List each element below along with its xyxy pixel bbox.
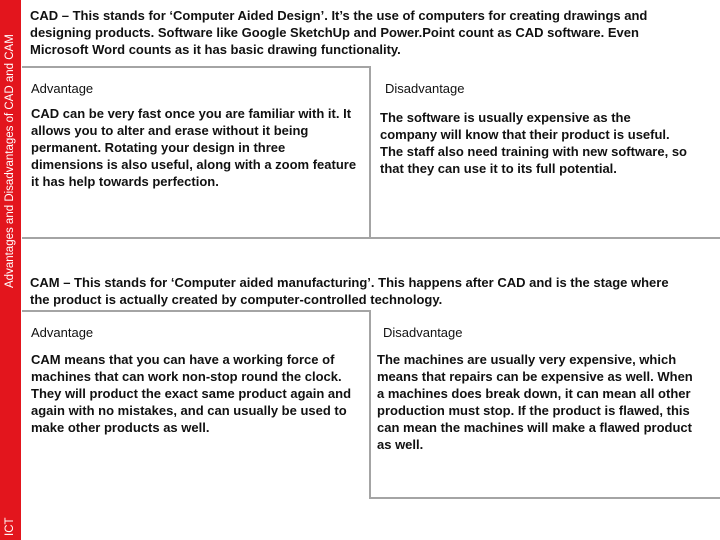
cam-intro: CAM – This stands for ‘Computer aided manufacturing’. This happens after CAD and is the stage where the product is actually created by computer-controlled technology. [30, 275, 669, 307]
cad-disadvantage-text: The software is usually expensive as the company will know that their product is useful. The staff also need training with new software, so that they can use it to its full potential. [380, 110, 687, 176]
sidebar [0, 0, 21, 540]
cad-top-divider [22, 66, 369, 68]
section-divider [22, 237, 720, 239]
cam-column-divider [369, 310, 371, 498]
cad-advantage-heading: Advantage [31, 81, 94, 96]
sidebar-title: Advantages and Disadvantages of CAD and CAM [4, 34, 16, 288]
cad-intro: CAD – This stands for ‘Computer Aided Design’. It’s the use of computers for creating drawings and designing products. Software like Google SketchUp and Power.Point count as CAD software. Even Microsoft Word counts as it has basic drawing functionality. [30, 8, 648, 57]
cam-advantage-heading: Advantage [31, 325, 94, 340]
cam-advantage-text: CAM means that you can have a working force of machines that can work non-stop round the clock. They will product the exact same product again and again with no mistakes, and can usually be used to make other products as well. [31, 352, 352, 435]
cam-top-divider [22, 310, 369, 312]
cam-bottom-divider [369, 497, 720, 499]
cam-disadvantage-heading: Disadvantage [383, 325, 463, 340]
cad-advantage-text: CAD can be very fast once you are familiar with it. It allows you to alter and erase without it being permanent. Rotating your design in three dimensions is also useful, along with a zoom feature it has help towards perfection. [31, 106, 357, 189]
cam-disadvantage-text: The machines are usually very expensive, which means that repairs can be expensive as well. When a machines does break down, it can mean all other production must stop. If the product is flawed, this can mean the machines will make a flawed product as well. [377, 352, 693, 452]
sidebar-subject: ICT [4, 517, 16, 536]
cad-disadvantage-heading: Disadvantage [385, 81, 465, 96]
cad-column-divider [369, 66, 371, 238]
